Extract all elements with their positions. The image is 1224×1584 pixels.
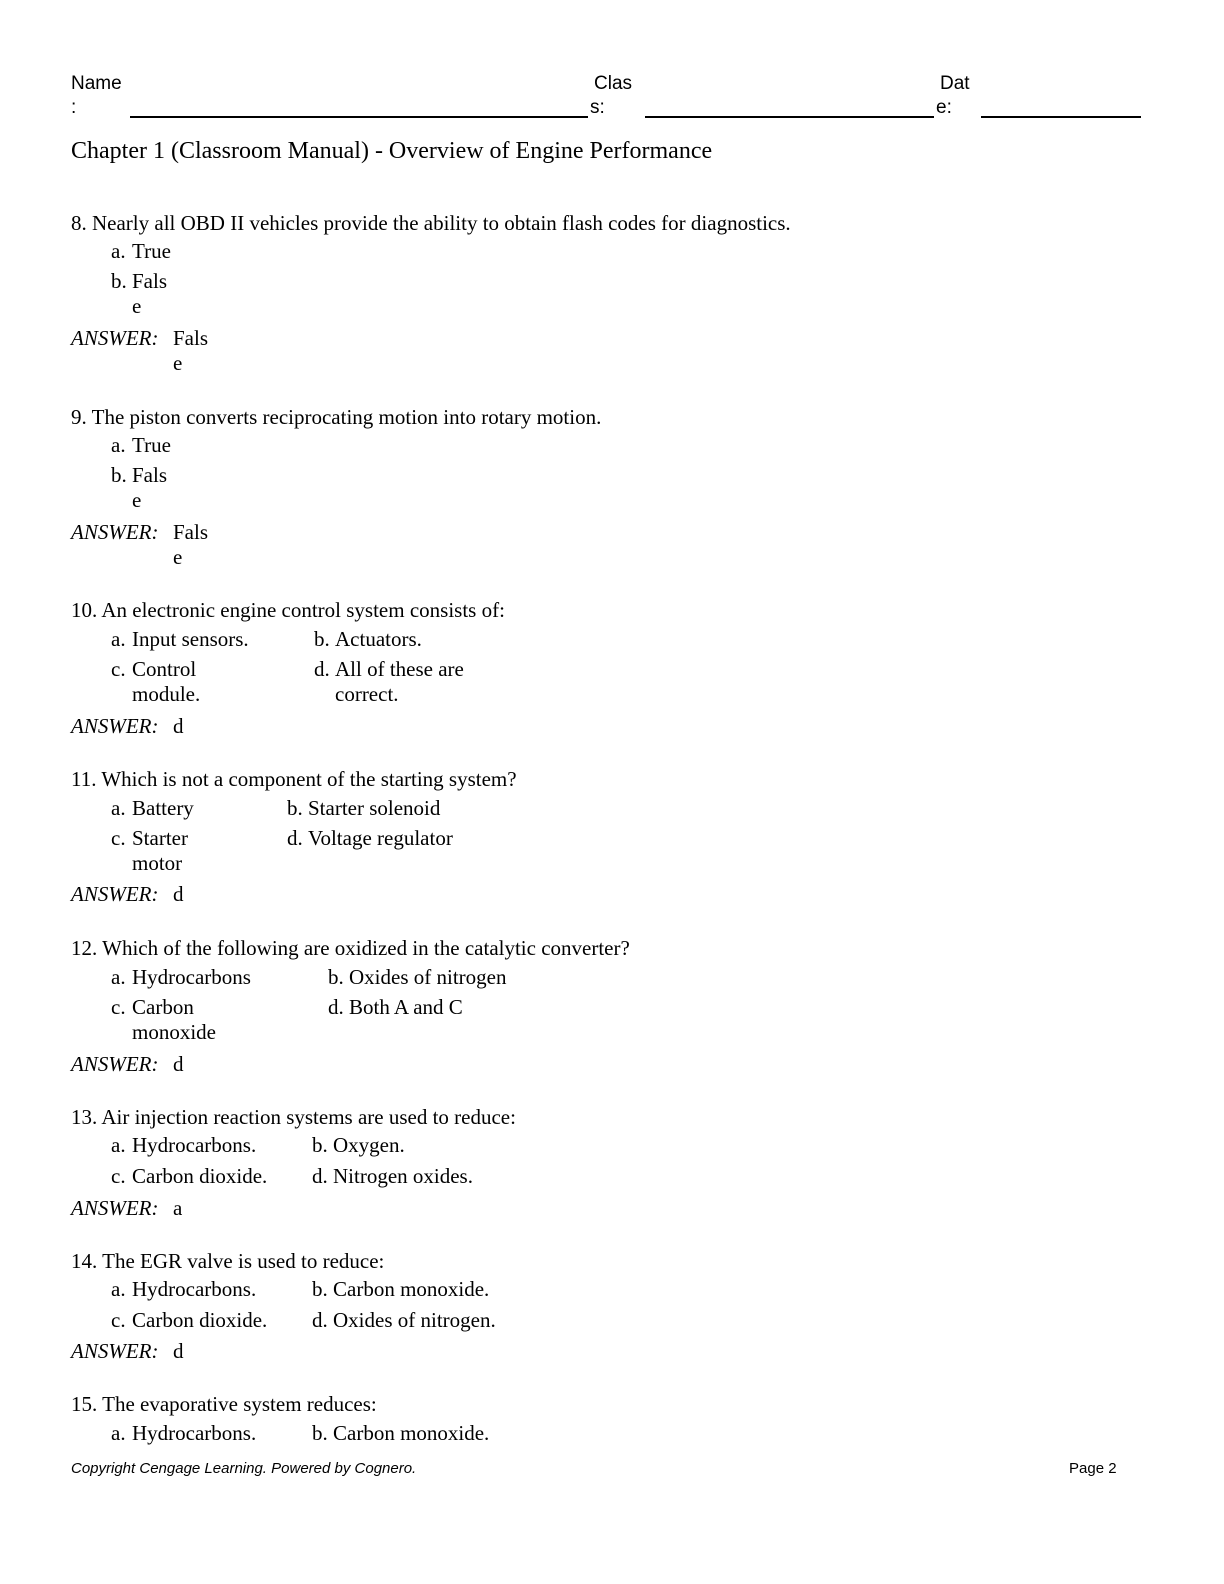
answer-line: ANSWER: d — [71, 882, 184, 906]
option-d[interactable]: d. Both A and C — [328, 995, 463, 1019]
question-9 — [71, 404, 601, 430]
question-stem: 13. Air injection reaction systems are used to reduce: — [71, 1105, 516, 1129]
option-d[interactable]: d. Nitrogen oxides. — [312, 1164, 473, 1188]
question-12 — [71, 935, 630, 961]
option-d[interactable]: d. Voltage regulator — [287, 826, 453, 850]
question-11 — [71, 766, 517, 792]
option-a[interactable]: a. Battery — [111, 796, 194, 820]
answer-value: Fals e — [173, 520, 209, 569]
answer-value: Fals e — [173, 326, 209, 375]
question-stem: 8. Nearly all OBD II vehicles provide the ability to obtain flash codes for diagnostics. — [71, 211, 791, 235]
question-14 — [71, 1248, 384, 1274]
option-c[interactable]: c. Starter motor — [111, 826, 188, 875]
option-b[interactable]: b. Carbon monoxide. — [312, 1277, 490, 1301]
question-8 — [71, 210, 791, 236]
option-a[interactable]: a. True — [111, 239, 171, 263]
option-b[interactable]: b. Actuators. — [314, 627, 422, 651]
copyright-footer: Copyright Cengage Learning. Powered by Cognero. — [71, 1460, 417, 1477]
answer-value: a — [173, 1196, 183, 1220]
option-a[interactable]: a. Hydrocarbons. — [111, 1133, 257, 1157]
answer-line: ANSWER: Fals e — [71, 326, 291, 376]
option-a[interactable]: a. Hydrocarbons — [111, 965, 251, 989]
class-label: Clas s: — [590, 73, 633, 118]
answer-line: ANSWER: Fals e — [71, 520, 291, 570]
name-field[interactable] — [130, 116, 588, 118]
name-label: Name : — [71, 73, 122, 118]
question-stem: 15. The evaporative system reduces: — [71, 1392, 377, 1416]
option-b[interactable]: b. Fals e — [111, 463, 168, 512]
answer-line: ANSWER: d — [71, 714, 184, 738]
answer-line: ANSWER: d — [71, 1339, 184, 1363]
option-b[interactable]: b. Oxides of nitrogen — [328, 965, 507, 989]
option-c[interactable]: c. Control module. — [111, 657, 201, 706]
option-c[interactable]: c. Carbon dioxide. — [111, 1308, 268, 1332]
answer-value: d — [173, 714, 184, 738]
date-label: Dat e: — [936, 73, 970, 118]
page-number: Page 2 — [1069, 1460, 1117, 1477]
class-field[interactable] — [645, 116, 934, 118]
option-a[interactable]: a. Input sensors. — [111, 627, 249, 651]
question-13 — [71, 1104, 516, 1130]
answer-line: ANSWER: d — [71, 1052, 184, 1076]
option-c[interactable]: c. Carbon dioxide. — [111, 1164, 268, 1188]
answer-line: ANSWER: a — [71, 1196, 183, 1220]
option-c[interactable]: c. Carbon monoxide — [111, 995, 216, 1044]
option-b[interactable]: b. Fals e — [111, 269, 168, 318]
date-field[interactable] — [981, 116, 1141, 118]
question-stem: 12. Which of the following are oxidized in the catalytic converter? — [71, 936, 630, 960]
option-b[interactable]: b. Oxygen. — [312, 1133, 405, 1157]
question-15 — [71, 1391, 377, 1417]
answer-value: d — [173, 882, 184, 906]
option-d[interactable]: d. All of these are correct. — [314, 657, 464, 706]
answer-value: d — [173, 1339, 184, 1363]
question-stem: 11. Which is not a component of the starting system? — [71, 767, 517, 791]
question-stem: 14. The EGR valve is used to reduce: — [71, 1249, 385, 1273]
question-10 — [71, 597, 505, 623]
page-title: Chapter 1 (Classroom Manual) - Overview of Engine Performance — [71, 138, 713, 164]
option-a[interactable]: a. Hydrocarbons. — [111, 1277, 257, 1301]
option-d[interactable]: d. Oxides of nitrogen. — [312, 1308, 496, 1332]
question-stem: 9. The piston converts reciprocating motion into rotary motion. — [71, 405, 602, 429]
option-a[interactable]: a. Hydrocarbons. — [111, 1421, 257, 1445]
option-b[interactable]: b. Carbon monoxide. — [312, 1421, 490, 1445]
option-a[interactable]: a. True — [111, 433, 171, 457]
answer-value: d — [173, 1052, 184, 1076]
question-stem: 10. An electronic engine control system consists of: — [71, 598, 505, 622]
option-b[interactable]: b. Starter solenoid — [287, 796, 441, 820]
